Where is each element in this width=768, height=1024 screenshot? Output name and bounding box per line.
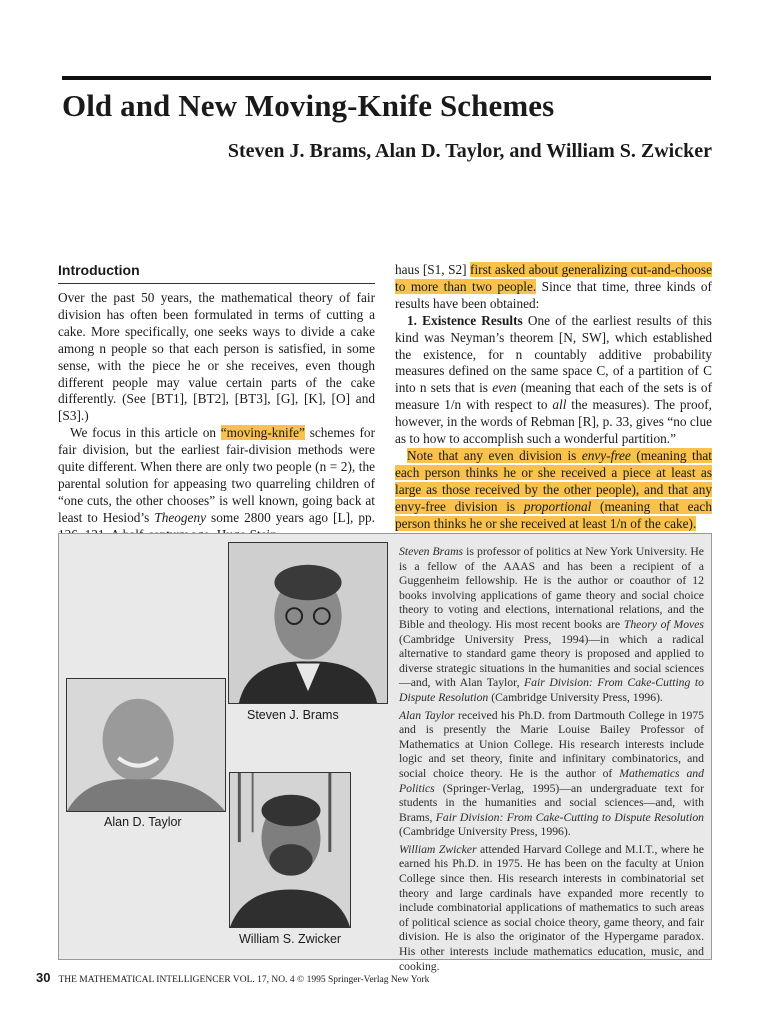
journal-citation: THE MATHEMATICAL INTELLIGENCER VOL. 17, NO. 4 © 1995 Springer-Verlag New York: [58, 975, 430, 985]
intro-paragraph-1: Over the past 50 years, the mathematical theory of fair division has often been formulated in terms of cutting a cake. More specifically, one seeks ways to divide a cake among n people so that each person is satisfied, in some sense, with the piece he or she receives, even though different people may value certain parts of the cake differently. (See [BT1], [BT2], [BT3], [G], [K], [O] and [S3].): [58, 290, 375, 424]
intro-paragraph-3: haus [S1, S2] first asked about generalizing cut-and-choose to more than two people. Since that time, three kinds of results have been obtained:: [395, 262, 713, 311]
left-column: [58, 290, 375, 544]
page-number: 30: [36, 970, 51, 985]
photo-steven-brams: [228, 542, 388, 704]
bio-brams: Steven Brams is professor of politics at New York University. He is a fellow of the AAAS and has been a recipient of a Guggenheim fellowship. He is the author or coauthor of 12 books involving applications of game theory and social choice theory to voting and elections, international relations, and the Bible and theology. His most recent books are Theory of Moves (Cambridge University Press, 1994)—in which a radical alternative to standard game theory is proposed and applied to diverse strategic situations in the humanities and social sciences—and, with Alan Taylor, Fair Division: From Cake-Cutting to Dispute Resolution (Cambridge University Press, 1996).: [399, 545, 704, 704]
envy-free-paragraph: [395, 448, 712, 533]
page-footer: [36, 970, 429, 985]
right-column: [395, 262, 712, 533]
highlight-steinhaus: first asked about generalizing cut-and-choose to more than two people.: [395, 262, 713, 294]
caption-taylor: Alan D. Taylor: [104, 815, 182, 829]
caption-brams: Steven J. Brams: [247, 708, 339, 722]
section-rule: [58, 283, 375, 284]
highlight-envy-free: Note that any even division is envy-free (meaning that each person thinks he or she received a piece at least as large as those received by the other people), and that any envy-free division is proportional (meaning that each person thinks he or she received at least 1/n of the cake).: [395, 447, 712, 531]
highlight-moving-knife: “moving-knife”: [220, 425, 305, 441]
article-title: Old and New Moving-Knife Schemes: [62, 88, 555, 123]
section-heading-introduction: Introduction: [58, 262, 140, 278]
bio-zwicker: William Zwicker attended Harvard College and M.I.T., where he earned his Ph.D. in 1975. He has been on the faculty at Union College since then. His research interests in combinatorial set theory and large cardinals have expanded more recently to include combinatorial applications of mathematics to such areas of political science as social choice theory, game theory, and fair division. He is also the originator of the Hypergame paradox. His other interests include mathematics education, music, and cooking.: [399, 842, 704, 973]
existence-results-paragraph: 1. Existence Results One of the earliest results of this kind was Neyman’s theorem [N, SW], which established the existence, for n countably additive probability measures defined on the same space C, of a partition of C into n sets that is even (meaning that each of the sets is of measure 1/n with respect to all the measures). The proof, however, in the words of Rebman [R], p. 33, gives “no clue as to how to accomplish such a wonderful partition.”: [395, 312, 713, 447]
photo-william-zwicker: [229, 772, 351, 928]
run-in-heading: 1. Existence Results: [407, 312, 523, 328]
caption-zwicker: William S. Zwicker: [239, 932, 342, 946]
photo-alan-taylor: [66, 678, 226, 812]
article-authors: Steven J. Brams, Alan D. Taylor, and William S. Zwicker: [227, 140, 712, 162]
top-rule: [62, 76, 711, 80]
bio-taylor: Alan Taylor received his Ph.D. from Dartmouth College in 1975 and is presently the Marie Louise Bailey Professor of Mathematics at Union College. His research interests include logic and set theory, finite and infinitary combinatorics, and social choice theory. He is the author of Mathematics and Politics (Springer-Verlag, 1995)—an undergraduate text for students in the humanities and social sciences—and, with Brams, Fair Division: From Cake-Cutting to Dispute Resolution (Cambridge University Press, 1996).: [399, 708, 705, 839]
author-bios: [399, 545, 704, 977]
intro-paragraph-2: We focus in this article on “moving-knife” schemes for fair division, but the earliest fair-division methods were quite different. When there are only two people (n = 2), the parental solution for appeasing two quarreling children of “one cuts, the other chooses” is well known, going back at least to Hesiod’s Theogeny some 2800 years ago [L], pp.: [58, 425, 376, 525]
